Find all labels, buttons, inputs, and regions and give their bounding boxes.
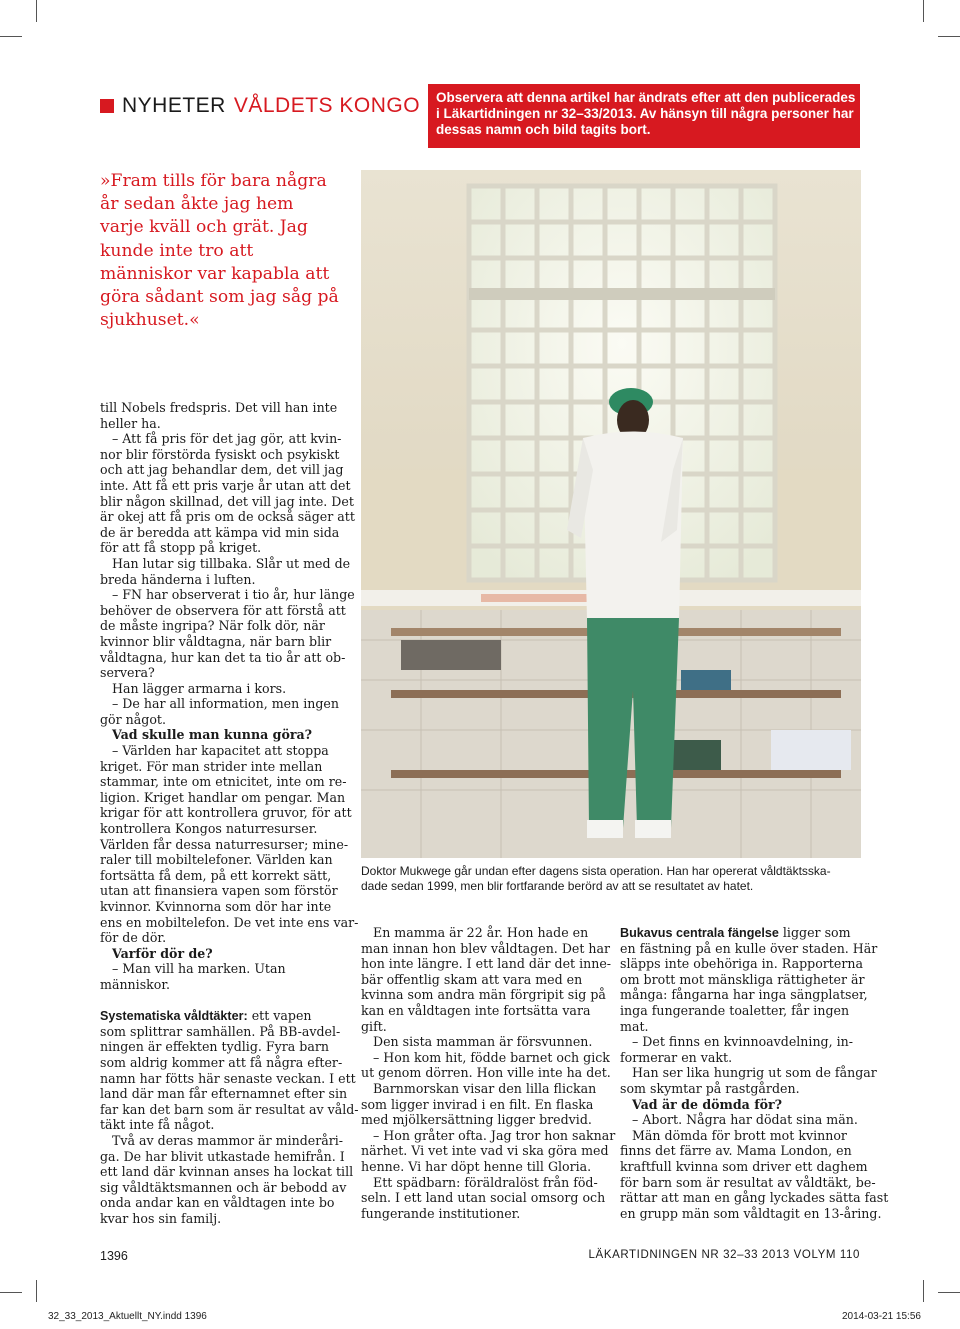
body-line: bär offentlig skam att vara med en bbox=[361, 971, 583, 987]
body-line: Två av deras mammor är minderåri- bbox=[112, 1132, 344, 1148]
body-line: blir någon skillnad, det vill jag inte. Det bbox=[100, 493, 354, 509]
crop-mark bbox=[938, 1292, 960, 1293]
body-line: – Att få pris för det jag gör, att kvin- bbox=[112, 431, 342, 447]
body-line: för barn som är resultat av våldtäkt, be- bbox=[620, 1174, 876, 1190]
page-number: 1396 bbox=[100, 1249, 128, 1263]
body-line: finns det färre av. Mama London, en bbox=[620, 1143, 852, 1159]
body-line: Han lägger armarna i kors. bbox=[112, 680, 287, 696]
body-line: som ligger invirad i en filt. En flaska bbox=[361, 1096, 594, 1112]
body-line: – Abort. Några har dödat sina män. bbox=[632, 1112, 858, 1128]
body-line: far kan det barn som är resultat av våld- bbox=[100, 1101, 359, 1117]
body-line: En mamma är 22 år. Hon hade en bbox=[373, 925, 589, 940]
body-line: onda andar kan en våldtagen inte bo bbox=[100, 1195, 335, 1211]
section-marker-icon bbox=[100, 99, 114, 113]
body-line: kontrollera Kongos naturresurser. bbox=[100, 821, 318, 837]
body-line: med mjölkersättning ligger bredvid. bbox=[361, 1112, 592, 1128]
quote-line: »Fram tills för bara några bbox=[100, 171, 327, 191]
body-line: kvinnor blir våldtagna, när barn blir bbox=[100, 633, 332, 649]
crop-mark bbox=[0, 36, 22, 37]
notice-line: i Läkartidningen nr 32–33/2013. Av hänsyn till några personer har bbox=[436, 106, 854, 121]
body-line: Barnmorskan visar den lilla flickan bbox=[373, 1080, 597, 1096]
body-line: släpps inte obehöriga in. Rapporterna bbox=[620, 956, 863, 972]
body-line: för att få stopp på kriget. bbox=[100, 540, 262, 556]
body-line: kvar hos sin familj. bbox=[100, 1210, 222, 1226]
body-line: formerar en vakt. bbox=[620, 1049, 733, 1065]
body-line: som splittrar samhällen. På BB-avdel- bbox=[100, 1023, 341, 1039]
body-line: inga fungerande toaletter, får ingen bbox=[620, 1002, 850, 1018]
body-line: stammar, inte om etnicitet, inte om re- bbox=[100, 774, 347, 790]
body-line: rättar att man en gång lyckades sätta fast bbox=[620, 1190, 889, 1206]
subheading-line: Vad skulle man kunna göra? bbox=[112, 727, 313, 743]
correction-notice bbox=[428, 84, 860, 148]
caption-line: dade sedan 1999, men blir fortfarande berörd av att se resultatet av hatet. bbox=[361, 879, 754, 893]
section-header bbox=[100, 94, 420, 118]
subheading-line: Vad är de dömda för? bbox=[632, 1096, 783, 1112]
body-line: raler till mobiltelefoner. Världen kan bbox=[100, 852, 333, 868]
body-line: som aldrig kommer att få några efter- bbox=[100, 1054, 343, 1070]
quote-line: varje kväll och grät. Jag bbox=[100, 217, 308, 238]
body-line: mat. bbox=[620, 1018, 649, 1034]
body-line: ligion. Kriget handlar om pengar. Man bbox=[100, 789, 346, 805]
body-line: en fästning på en kulle över staden. Här bbox=[620, 940, 878, 956]
body-line: många: fångarna har inga sängplatser, bbox=[620, 987, 868, 1003]
crop-mark bbox=[0, 1292, 22, 1293]
crop-mark bbox=[36, 1280, 37, 1302]
body-line: en grupp män som våldtagit en 13-åring. bbox=[620, 1205, 882, 1221]
body-line: – Hon kom hit, födde barnet och gick bbox=[373, 1049, 610, 1065]
quote-line: kunde inte tro att bbox=[100, 240, 254, 261]
body-line: servera? bbox=[100, 665, 155, 681]
body-line: behöver de observera för att förstå att bbox=[100, 602, 346, 618]
body-line: – Det finns en kvinnoavdelning, in- bbox=[632, 1034, 854, 1050]
lead-rest: ett vapen bbox=[247, 1008, 312, 1024]
body-line: – De har all information, men ingen bbox=[112, 696, 339, 712]
body-line: är okej att få pris om de också säger att bbox=[100, 509, 355, 525]
publication-footer: LÄKARTIDNINGEN NR 32–33 2013 VOLYM 110 bbox=[588, 1249, 860, 1261]
body-line: närhet. Vi vet inte vad vi ska göra med bbox=[361, 1143, 609, 1159]
lead-in: Bukavus centrala fängelse bbox=[620, 926, 779, 940]
lead-in: Systematiska våldtäkter: bbox=[100, 1009, 248, 1024]
body-line: – Världen har kapacitet att stoppa bbox=[112, 743, 329, 759]
body-line: utan att finansiera vapen som förstör bbox=[100, 883, 338, 899]
body-line: som skymtar på rastgården. bbox=[620, 1080, 800, 1096]
crop-mark bbox=[923, 0, 924, 22]
body-line: ga. De har blivit utkastade hemifrån. I bbox=[100, 1148, 345, 1164]
body-line: kvinnor. Kvinnorna som dör har inte bbox=[100, 899, 332, 914]
body-line: ett land där kvinnan anses ha lockat till bbox=[100, 1164, 354, 1180]
body-line: Världen får dessa naturresurser; mine- bbox=[100, 836, 349, 852]
body-line: Den sista mamman är försvunnen. bbox=[373, 1034, 593, 1050]
body-line: inte. Att få ett pris varje år utan att det bbox=[100, 477, 351, 493]
paragraph-gap bbox=[100, 993, 350, 1009]
body-line: seln. I ett land utan social omsorg och bbox=[361, 1190, 606, 1206]
body-line: nor blir förstörda fysiskt och psykiskt bbox=[100, 446, 340, 462]
crop-mark bbox=[938, 36, 960, 37]
article-column-right bbox=[620, 925, 889, 1221]
body-line: fortsätta få dem, på ett korrekt sätt, bbox=[100, 867, 332, 883]
body-line: kan en våldtagen inte fortsätta vara bbox=[361, 1002, 591, 1018]
doctor-photo bbox=[361, 170, 861, 858]
body-line: gift. bbox=[361, 1018, 387, 1034]
article-column-middle bbox=[361, 925, 616, 1221]
body-line: breda händerna i luften. bbox=[100, 571, 256, 587]
body-line: – Man vill ha marken. Utan bbox=[112, 961, 286, 977]
body-line: våldtagna, hur kan det ta tio år att ob- bbox=[100, 649, 346, 665]
body-line: ens en mobiltelefon. De vet inte ens var- bbox=[100, 914, 359, 930]
quote-line: göra sådant som jag såg på bbox=[100, 287, 339, 308]
body-line: ningen är effekten tydlig. Fyra barn bbox=[100, 1039, 329, 1055]
article-column-left bbox=[100, 400, 359, 1226]
body-line: Ett spädbarn: föräldralöst från föd- bbox=[373, 1174, 598, 1190]
body-line: – FN har observerat i tio år, hur länge bbox=[112, 587, 355, 603]
quote-line: sjukhuset.« bbox=[100, 310, 200, 331]
body-line: kriget. För man strider inte mellan bbox=[100, 758, 323, 774]
body-line: täkt inte få något. bbox=[100, 1117, 215, 1133]
body-line: de måste ingripa? När folk dör, när bbox=[100, 618, 325, 634]
body-line: hon inte längre. I ett land där det inne- bbox=[361, 956, 612, 972]
print-slug-file: 32_33_2013_Aktuellt_NY.indd 1396 bbox=[48, 1311, 207, 1322]
body-line: Han ser lika hungrig ut som de fångar bbox=[632, 1065, 877, 1081]
body-line: ut genom dörren. Hon ville inte ha det. bbox=[361, 1065, 611, 1081]
body-line: sig våldtäktsmannen och är bebodd av bbox=[100, 1179, 347, 1195]
body-line: heller ha. bbox=[100, 415, 161, 431]
caption-line: Doktor Mukwege går undan efter dagens sista operation. Han har opererat våldtäktsska- bbox=[361, 864, 831, 878]
section-label: NYHETER bbox=[122, 94, 226, 117]
body-line bbox=[620, 925, 860, 941]
body-line: kraftfull kvinna som driver ett daghem bbox=[620, 1158, 868, 1174]
subheading-line: Varför dör de? bbox=[112, 945, 213, 961]
photo-caption bbox=[361, 864, 861, 894]
body-line: de är beredda att kämpa vid min sida bbox=[100, 524, 340, 540]
crop-mark bbox=[923, 1280, 924, 1302]
body-line: man innan hon blev våldtagen. Det har bbox=[361, 940, 611, 956]
body-line: kvinna som andra män förgripit sig på bbox=[361, 987, 606, 1003]
notice-line: Observera att denna artikel har ändrats efter att den publicerades bbox=[436, 90, 856, 105]
body-line: land där man får efternamnet efter sin bbox=[100, 1086, 348, 1102]
body-line: – Hon gråter ofta. Jag tror hon saknar bbox=[373, 1127, 616, 1143]
body-line: Han lutar sig tillbaka. Slår ut med de bbox=[112, 555, 351, 571]
body-line: namn har fötts här senaste veckan. I ett bbox=[100, 1070, 356, 1086]
body-line: fungerande institutioner. bbox=[361, 1205, 521, 1221]
crop-mark bbox=[36, 0, 37, 22]
body-line: för de dör. bbox=[100, 930, 167, 946]
body-line: människor. bbox=[100, 976, 171, 992]
body-line: krigar för att kontrollera gruvor, för att bbox=[100, 805, 352, 821]
print-slug-date: 2014-03-21 15:56 bbox=[842, 1311, 921, 1322]
body-line: gör något. bbox=[100, 711, 166, 727]
notice-line: dessas namn och bild tagits bort. bbox=[436, 122, 651, 137]
photo-illustration bbox=[361, 170, 861, 858]
body-line: henne. Vi har döpt henne till Gloria. bbox=[361, 1158, 592, 1174]
body-line bbox=[100, 1008, 350, 1024]
body-line: om brott mot mänskliga rättigheter är bbox=[620, 971, 865, 987]
pull-quote bbox=[100, 170, 350, 332]
quote-line: år sedan åkte jag hem bbox=[100, 194, 294, 215]
lead-rest: ligger som bbox=[778, 925, 851, 940]
quote-line: människor var kapabla att bbox=[100, 263, 330, 284]
body-line: till Nobels fredspris. Det vill han inte bbox=[100, 400, 338, 415]
body-line: Män dömda för brott mot kvinnor bbox=[632, 1127, 847, 1143]
topic-label: VÅLDETS KONGO bbox=[233, 94, 421, 117]
body-line: och att jag behandlar dem, det vill jag bbox=[100, 462, 344, 478]
